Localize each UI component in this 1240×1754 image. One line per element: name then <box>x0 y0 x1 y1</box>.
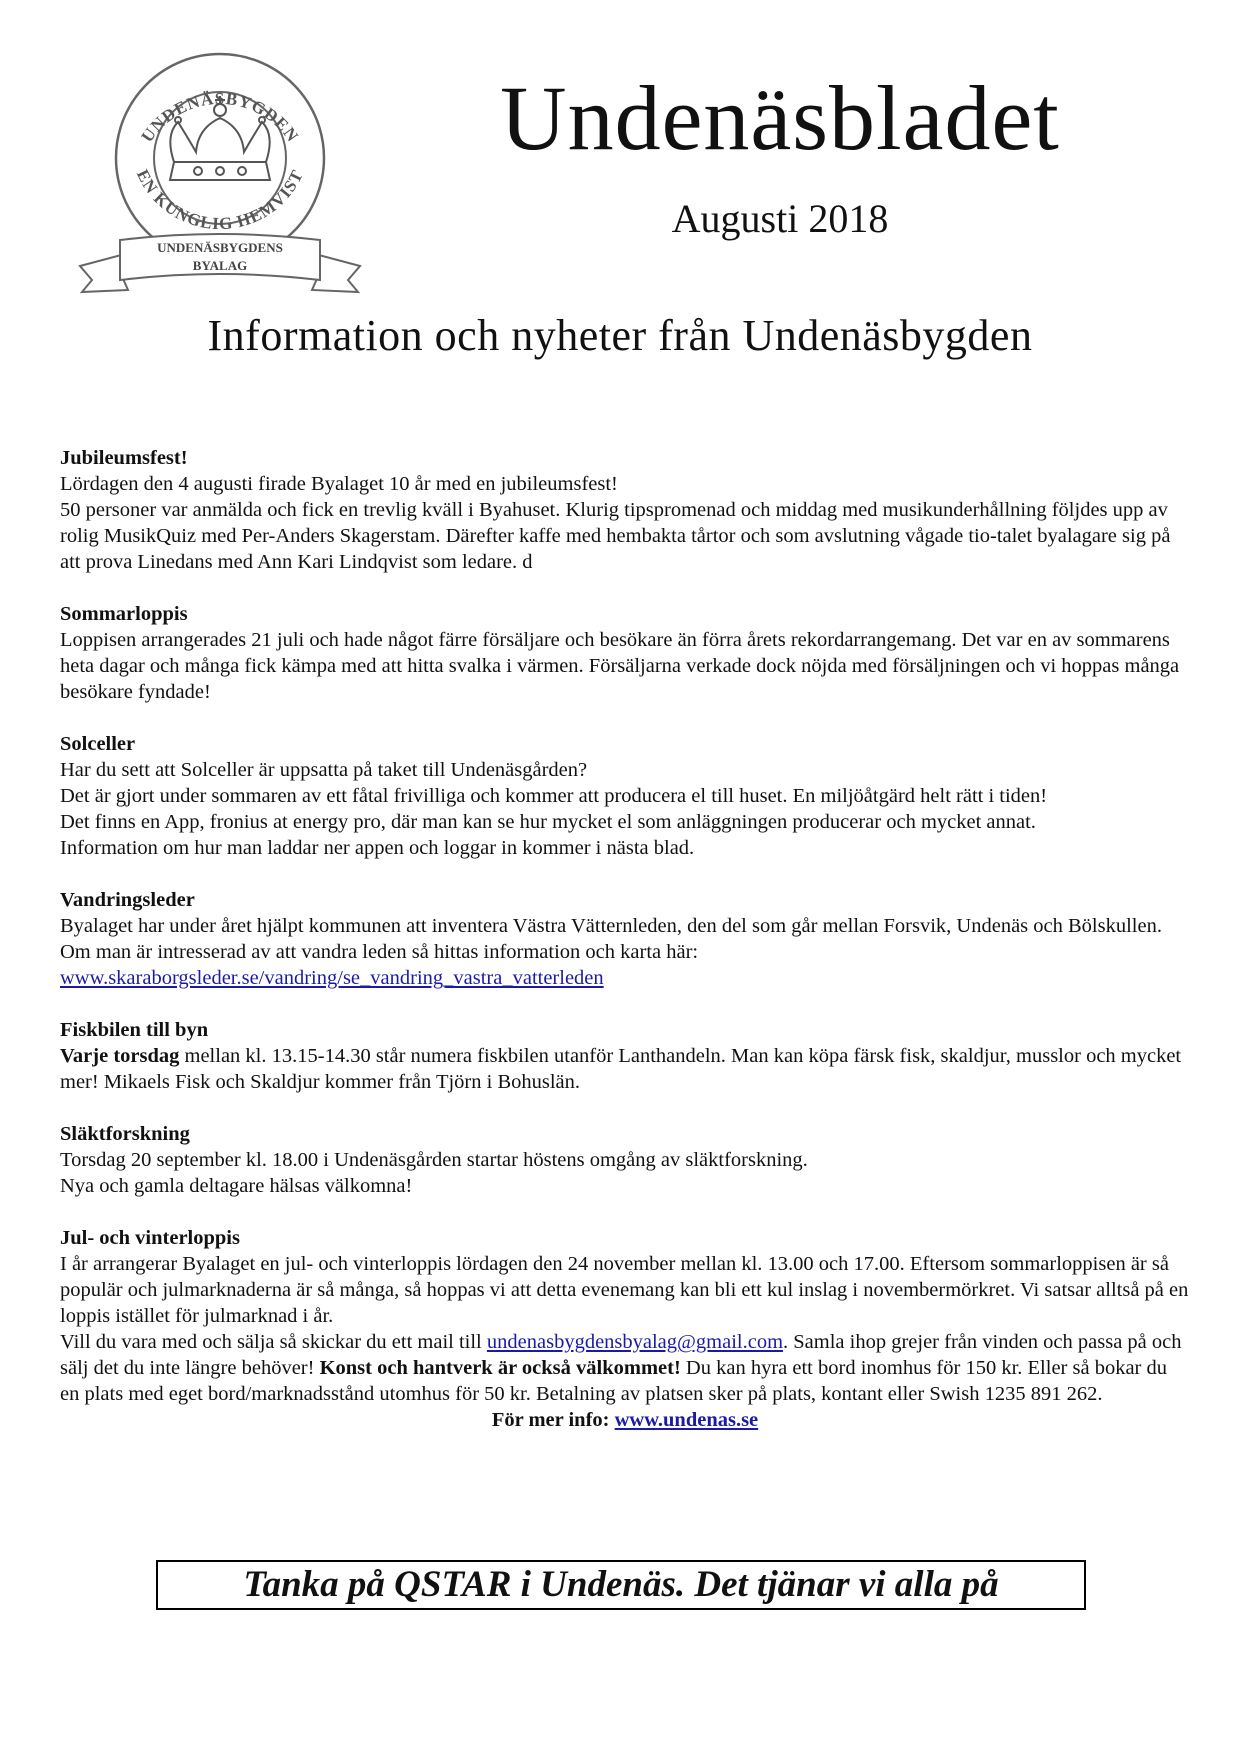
paragraph: 50 personer var anmälda och fick en trevlig kväll i Byahuset. Klurig tipspromenad och middag med musikunderhållning följdes upp av rolig MusikQuiz med Per-Anders Skagerstam. Därefter kaffe med hembakta tårtor och som avslutning vågade tio-talet byalagare sig på att prova Linedans med Ann Kari Lindqvist som ledare. d <box>60 499 1171 573</box>
footer-text-part3: i Undenäs. Det tjänar vi alla på <box>511 1564 999 1605</box>
section-heading: Solceller <box>60 733 136 755</box>
more-info-label: För mer info: <box>491 1409 615 1431</box>
paragraph: Byalaget har under året hjälpt kommunen att inventera Västra Vätternleden, den del som går mellan Forsvik, Undenäs och Bölskullen. Om man är intresserad av att vandra leden så hittas information och karta här: <box>60 915 1162 963</box>
newsletter-subtitle: Information och nyheter från Undenäsbygden <box>207 311 1033 360</box>
paragraph: Nya och gamla deltagare hälsas välkomna! <box>60 1175 413 1197</box>
section-sommarloppis <box>60 601 1190 705</box>
website-link[interactable]: www.undenas.se <box>614 1409 759 1431</box>
masthead <box>420 67 1140 242</box>
section-heading: Släktforskning <box>60 1123 190 1145</box>
link-line <box>60 965 1190 991</box>
paragraph: Information om hur man laddar ner appen och loggar in kommer i nästa blad. <box>60 837 695 859</box>
logo-arc-bottom: EN KUNGLIG HEMVIST <box>132 166 308 234</box>
paragraph: Har du sett att Solceller är uppsatta på taket till Undenäsgården? <box>60 759 588 781</box>
section-heading: Fiskbilen till byn <box>60 1019 209 1041</box>
section-heading: Jul- och vinterloppis <box>60 1227 240 1249</box>
paragraph: Det finns en App, fronius at energy pro, där man kan se hur mycket el som anläggningen producerar och mycket annat. <box>60 811 1036 833</box>
paragraph-text: Du kan hyra ett bord inomhus för 150 kr. Eller så bokar du en plats med eget bord/marknadsstånd utomhus för 50 kr. Betalning av platsen sker på plats, kontant eller Swish 1235 891 262. <box>60 1357 1168 1405</box>
footer-text-part1: Tanka på Q <box>243 1564 421 1605</box>
section-heading: Jubileumsfest! <box>60 447 188 469</box>
footer-text-part2: STAR <box>420 1564 512 1605</box>
logo-arc-top: UNDENÄSBYGDEN <box>137 88 303 146</box>
section-slaktforskning <box>60 1121 1190 1199</box>
section-fiskbilen <box>60 1017 1190 1095</box>
paragraph-text: Vill du vara med och sälja så skickar du ett mail till <box>60 1331 487 1353</box>
logo-ribbon-line2: BYALAG <box>192 258 248 273</box>
section-heading: Sommarloppis <box>60 603 188 625</box>
newsletter-title: Undenäsbladet <box>500 67 1060 169</box>
section-jubileumsfest <box>60 445 1190 575</box>
bold-text: Konst och hantverk är också välkommet! <box>319 1357 681 1379</box>
footer-banner <box>156 1560 1086 1610</box>
section-julloppis <box>60 1225 1190 1433</box>
paragraph: Lördagen den 4 augusti firade Byalaget 10 år med en jubileumsfest! <box>60 473 618 495</box>
issue-date: Augusti 2018 <box>671 195 889 241</box>
section-heading: Vandringsleder <box>60 889 195 911</box>
svg-text:EN KUNGLIG HEMVIST <box>133 167 307 234</box>
paragraph <box>60 1329 1190 1407</box>
bold-lead: Varje torsdag <box>60 1045 180 1067</box>
paragraph: I år arrangerar Byalaget en jul- och vinterloppis lördagen den 24 november mellan kl. 13.00 och 17.00. Eftersom sommarloppisen är så populär och julmarknaderna är så många, så hoppas vi att detta evenemang kan bli ett kul inslag i novembermörkret. Vi satsar alltså på en loppis istället för julmarknad i år. <box>60 1253 1189 1327</box>
logo-ribbon-line1: UNDENÄSBYGDENS <box>157 240 283 255</box>
section-solceller <box>60 731 1190 861</box>
article-body <box>60 445 1190 1459</box>
paragraph: Det är gjort under sommaren av ett fåtal frivilliga och kommer att producera el till huset. En miljöåtgärd helt rätt i tiden! <box>60 785 1048 807</box>
paragraph-text: mellan kl. 13.15-14.30 står numera fiskbilen utanför Lanthandeln. Man kan köpa färsk fisk, skaldjur, musslor och mycket mer! Mikaels Fisk och Skaldjur kommer från Tjörn i Bohuslän. <box>60 1045 1182 1093</box>
email-link[interactable]: undenasbygdensbyalag@gmail.com <box>486 1331 784 1353</box>
vandring-link[interactable]: www.skaraborgsleder.se/vandring/se_vandring_vastra_vatterleden <box>60 967 604 989</box>
paragraph: Loppisen arrangerades 21 juli och hade något färre försäljare och besökare än förra årets rekordarrangemang. Det var en av sommarens heta dagar och många fick kämpa med att hitta svalka i värmen. Försäljarna verkade dock nöjda med försäljningen och vi hoppas många besökare fyndade! <box>60 629 1180 703</box>
byalag-logo <box>70 40 370 300</box>
more-info-line <box>60 1407 1190 1433</box>
section-vandringsleder <box>60 887 1190 991</box>
paragraph: Torsdag 20 september kl. 18.00 i Undenäsgården startar höstens omgång av släktforskning. <box>60 1149 808 1171</box>
paragraph <box>60 1043 1190 1095</box>
paragraph-text: . Samla ihop grejer från vinden och passa på och sälj det du inte längre behöver! <box>60 1331 1182 1379</box>
